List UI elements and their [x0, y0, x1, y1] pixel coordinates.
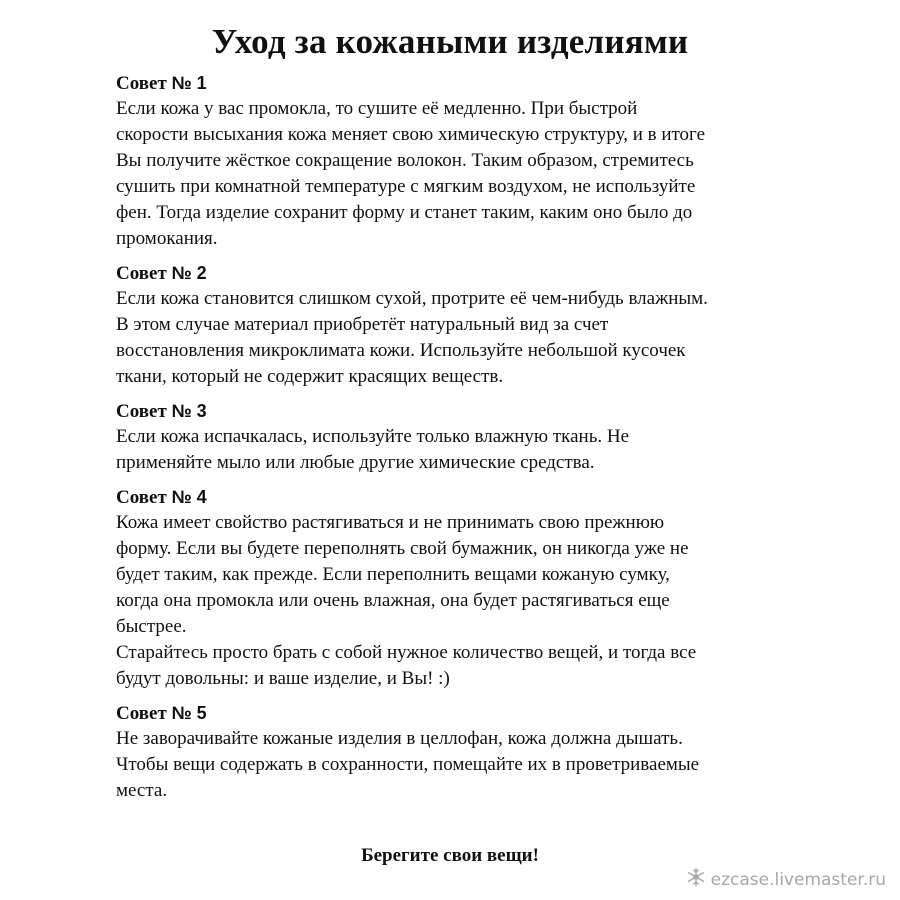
tip-label: Совет	[116, 703, 172, 724]
tip-heading	[116, 398, 806, 424]
tip-text	[116, 726, 806, 804]
tip-line: Если кожа испачкалась, используйте только влажную ткань. Не	[116, 426, 630, 447]
tip-line: Вы получите жёсткое сокращение волокон. Таким образом, стремитесь	[116, 150, 694, 171]
tip-line: промокания.	[116, 228, 218, 249]
tip-line: Старайтесь просто брать с собой нужное количество вещей, и тогда все	[116, 642, 697, 663]
tip-label: Совет	[116, 487, 172, 508]
tip-text	[116, 96, 806, 252]
tip-line: места.	[116, 780, 168, 801]
tip-line: будут довольны: и ваше изделие, и Вы! :)	[116, 668, 450, 689]
page-title: Уход за кожаными изделиями	[211, 22, 689, 61]
tip-line: применяйте мыло или любые другие химические средства.	[116, 452, 595, 473]
tip-heading	[116, 484, 806, 510]
tip-line: Не заворачивайте кожаные изделия в целлофан, кожа должна дышать.	[116, 728, 683, 749]
tip-number: № 1	[171, 73, 207, 93]
tip-line: скорости высыхания кожа меняет свою химическую структуру, и в итоге	[116, 124, 706, 145]
tip-line: Если кожа у вас промокла, то сушите её медленно. При быстрой	[116, 98, 638, 119]
tip-section	[116, 484, 806, 692]
tip-section	[116, 260, 806, 390]
tip-line: форму. Если вы будете переполнять свой бумажник, он никогда уже не	[116, 538, 689, 559]
tip-text	[116, 286, 806, 390]
snowflake-icon	[686, 867, 706, 892]
tip-line: сушить при комнатной температуре с мягким воздухом, не используйте	[116, 176, 696, 197]
tip-section	[116, 70, 806, 252]
tip-section	[116, 398, 806, 476]
tip-line: Чтобы вещи содержать в сохранности, помещайте их в проветриваемые	[116, 754, 700, 775]
tip-heading	[116, 260, 806, 286]
tip-line: фен. Тогда изделие сохранит форму и станет таким, каким оно было до	[116, 202, 693, 223]
tip-heading	[116, 70, 806, 96]
tip-line: В этом случае материал приобретёт натуральный вид за счет	[116, 314, 609, 335]
tip-line: ткани, который не содержит красящих веществ.	[116, 366, 504, 387]
tip-number: № 3	[171, 401, 207, 421]
watermark	[686, 867, 886, 892]
tip-text	[116, 510, 806, 692]
tip-number: № 4	[171, 487, 207, 507]
closing-text: Берегите свои вещи!	[361, 845, 539, 866]
tip-label: Совет	[116, 401, 172, 422]
tip-label: Совет	[116, 73, 172, 94]
tip-line: будет таким, как прежде. Если переполнить вещами кожаную сумку,	[116, 564, 670, 585]
tip-line: быстрее.	[116, 616, 187, 637]
tip-heading	[116, 700, 806, 726]
tip-text	[116, 424, 806, 476]
watermark-text: ezcase.livemaster.ru	[710, 869, 886, 890]
tip-number: № 2	[171, 263, 207, 283]
tip-number: № 5	[171, 703, 207, 723]
tip-line: Если кожа становится слишком сухой, протрите её чем-нибудь влажным.	[116, 288, 708, 309]
tip-line: когда она промокла или очень влажная, она будет растягиваться еще	[116, 590, 670, 611]
tip-label: Совет	[116, 263, 172, 284]
tip-section	[116, 700, 806, 804]
tips-list	[116, 70, 806, 812]
tip-line: восстановления микроклимата кожи. Используйте небольшой кусочек	[116, 340, 686, 361]
tip-line: Кожа имеет свойство растягиваться и не принимать свою прежнюю	[116, 512, 665, 533]
